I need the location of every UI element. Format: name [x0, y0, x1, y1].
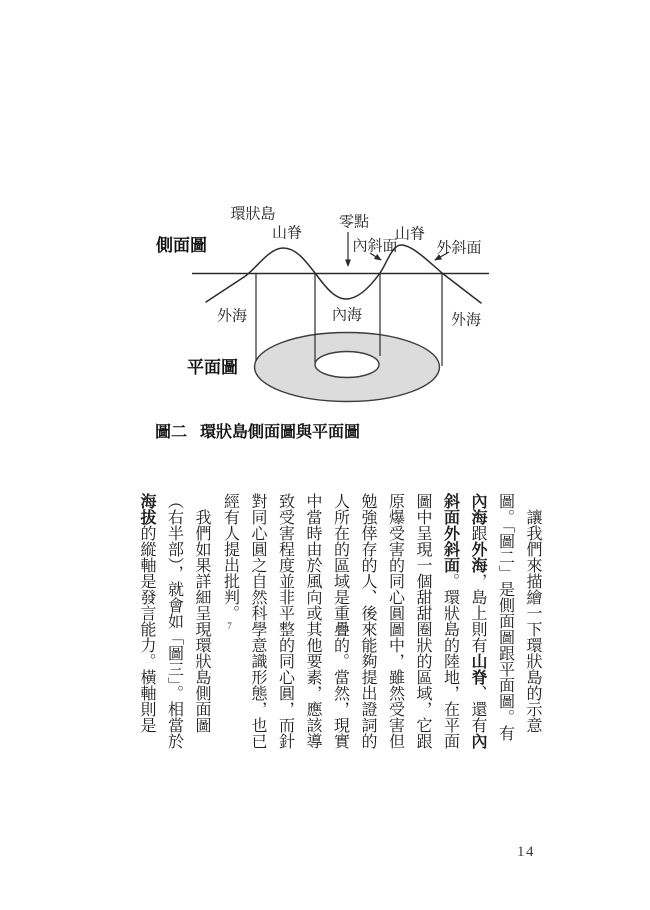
label-ridge-left: 山脊 [271, 225, 303, 242]
label-outer-slope: 外斜面 [436, 240, 482, 257]
figure-caption [155, 419, 360, 442]
label-plan-view: 平面圖 [187, 358, 238, 377]
label-ridge-right: 山脊 [394, 226, 426, 243]
paragraph-2: 我們如果詳細呈現環狀島側面圖（右半部），就會如「圖三」。相當於海拔的縱軸是發言能力。橫軸則是 [138, 493, 210, 749]
label-inner-slope: 內斜面 [352, 238, 398, 255]
figure-caption-number: 圖二 [155, 424, 188, 441]
label-inner-sea: 內海 [331, 307, 363, 324]
label-ring-island: 環狀島 [230, 206, 276, 223]
label-outer-sea-left: 外海 [216, 308, 248, 325]
label-outer-sea-right: 外海 [450, 312, 482, 329]
label-side-view: 側面圖 [156, 236, 207, 255]
figure-caption-title: 環狀島側面圖與平面圖 [200, 424, 361, 441]
paragraph-1: 讓我們來描繪一下環狀島的示意圖。「圖二」是側面圖跟平面圖。有內海跟外海，島上則有山脊、還有內斜面外斜面。環狀島的陸地，在平面圖中呈現一個甜甜圈狀的區域，它跟原爆受害的同心圓圖中，雖然受害但勉強倖存的人、後來能夠提出證詞的人所在的區域是重疊的。當然，現實中當時由於風向或其他要素，應該導致受害程度並非平整的同心圓，而針對同心圓之自然科學意識形態，也已經有人提出批判。7 [221, 493, 541, 749]
plan-view-inner-ellipse [315, 352, 379, 378]
label-zero-point: 零點 [338, 214, 370, 231]
body-text [126, 493, 546, 749]
page-number: 14 [517, 844, 535, 860]
